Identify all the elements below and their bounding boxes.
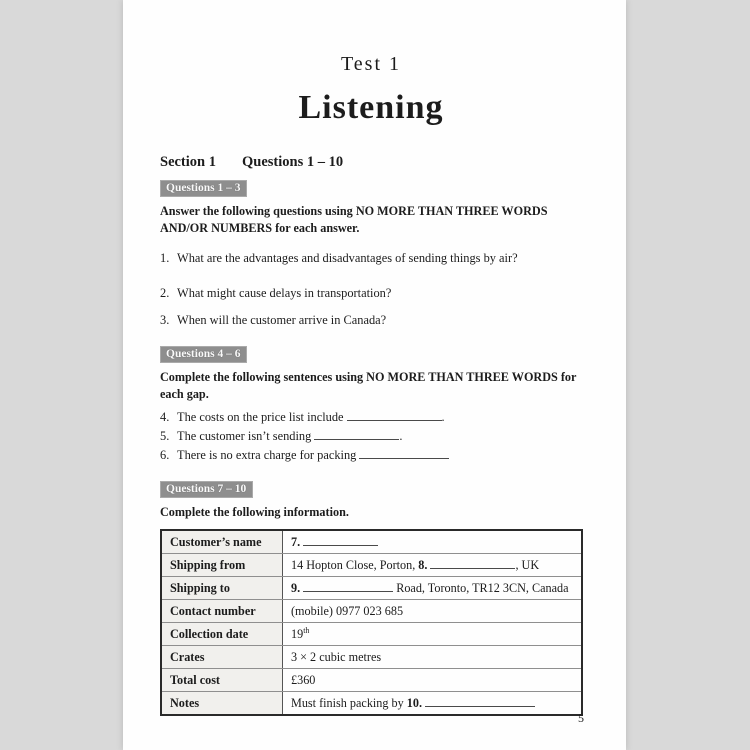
question-number: 3.	[160, 313, 170, 327]
question-item-2	[160, 285, 582, 301]
answer-blank-8	[430, 557, 515, 569]
row-value: 14 Hopton Close, Porton, 8. , UK	[283, 554, 583, 577]
question-item-3	[160, 312, 582, 328]
question-text: What are the advantages and disadvantages of sending things by air?	[177, 251, 518, 265]
table-row-contact-number	[161, 600, 582, 623]
questions-1-3-instructions: Answer the following questions using NO MORE THAN THREE WORDS AND/OR NUMBERS for each answer.	[160, 204, 548, 235]
gap-number: 9.	[291, 581, 301, 595]
row-label: Contact number	[161, 600, 283, 623]
answer-blank-9	[303, 580, 393, 592]
row-value: Must finish packing by 10.	[283, 692, 583, 716]
row-label: Shipping to	[161, 577, 283, 600]
row-value: 9. Road, Toronto, TR12 3CN, Canada	[283, 577, 583, 600]
row-value	[283, 530, 583, 554]
page-number: 5	[578, 711, 584, 725]
question-item-1	[160, 250, 582, 266]
table-row-crates	[161, 646, 582, 669]
section-heading-row	[160, 154, 582, 171]
table-row-customer-name	[161, 530, 582, 554]
questions-7-10-instructions: Complete the following information.	[160, 505, 349, 519]
table-row-collection-date	[161, 623, 582, 646]
question-number: 1.	[160, 251, 170, 265]
question-text: When will the customer arrive in Canada?	[177, 313, 387, 327]
questions-1-3-badge: Questions 1 – 3	[160, 180, 247, 197]
gap-number: 10.	[406, 696, 423, 710]
question-number: 2.	[160, 286, 170, 300]
questions-7-10-badge: Questions 7 – 10	[160, 481, 253, 498]
question-number: 6.	[160, 448, 170, 462]
answer-blank-7	[303, 534, 378, 546]
row-label: Shipping from	[161, 554, 283, 577]
table-row-total-cost	[161, 669, 582, 692]
question-item-4	[160, 409, 582, 425]
ordinal-suffix: th	[303, 625, 310, 635]
answer-blank-5	[314, 428, 399, 440]
test-title: Test 1	[340, 53, 402, 75]
page-title: Listening	[298, 89, 444, 126]
questions-4-6-instructions: Complete the following sentences using NO MORE THAN THREE WORDS for each gap.	[160, 370, 577, 401]
question-text: The customer isn’t sending .	[177, 429, 403, 443]
question-number: 4.	[160, 410, 170, 424]
question-text: The costs on the price list include .	[177, 410, 445, 424]
row-label: Total cost	[161, 669, 283, 692]
row-label: Customer’s name	[161, 530, 283, 554]
question-text: What might cause delays in transportation?	[177, 286, 392, 300]
row-value: 3 × 2 cubic metres	[283, 646, 583, 669]
table-row-shipping-to	[161, 577, 582, 600]
shipping-info-table	[160, 529, 583, 716]
row-value: £360	[283, 669, 583, 692]
table-row-shipping-from	[161, 554, 582, 577]
question-text: There is no extra charge for packing	[177, 447, 449, 463]
question-item-5	[160, 428, 582, 444]
answer-blank-10	[425, 695, 535, 707]
gap-number: 7.	[291, 535, 301, 549]
row-value: 19th	[283, 623, 583, 646]
question-item-6	[160, 447, 582, 463]
row-label: Crates	[161, 646, 283, 669]
table-row-notes	[161, 692, 582, 716]
answer-blank-6	[359, 447, 449, 459]
questions-4-6-badge: Questions 4 – 6	[160, 346, 247, 363]
question-number: 5.	[160, 429, 170, 443]
book-page	[123, 0, 626, 750]
row-label: Notes	[161, 692, 283, 716]
answer-blank-4	[347, 409, 442, 421]
section-question-range: Questions 1 – 10	[241, 154, 344, 170]
section-label: Section 1	[160, 154, 216, 170]
row-label: Collection date	[161, 623, 283, 646]
row-value: (mobile) 0977 023 685	[283, 600, 583, 623]
gap-number: 8.	[418, 558, 428, 572]
